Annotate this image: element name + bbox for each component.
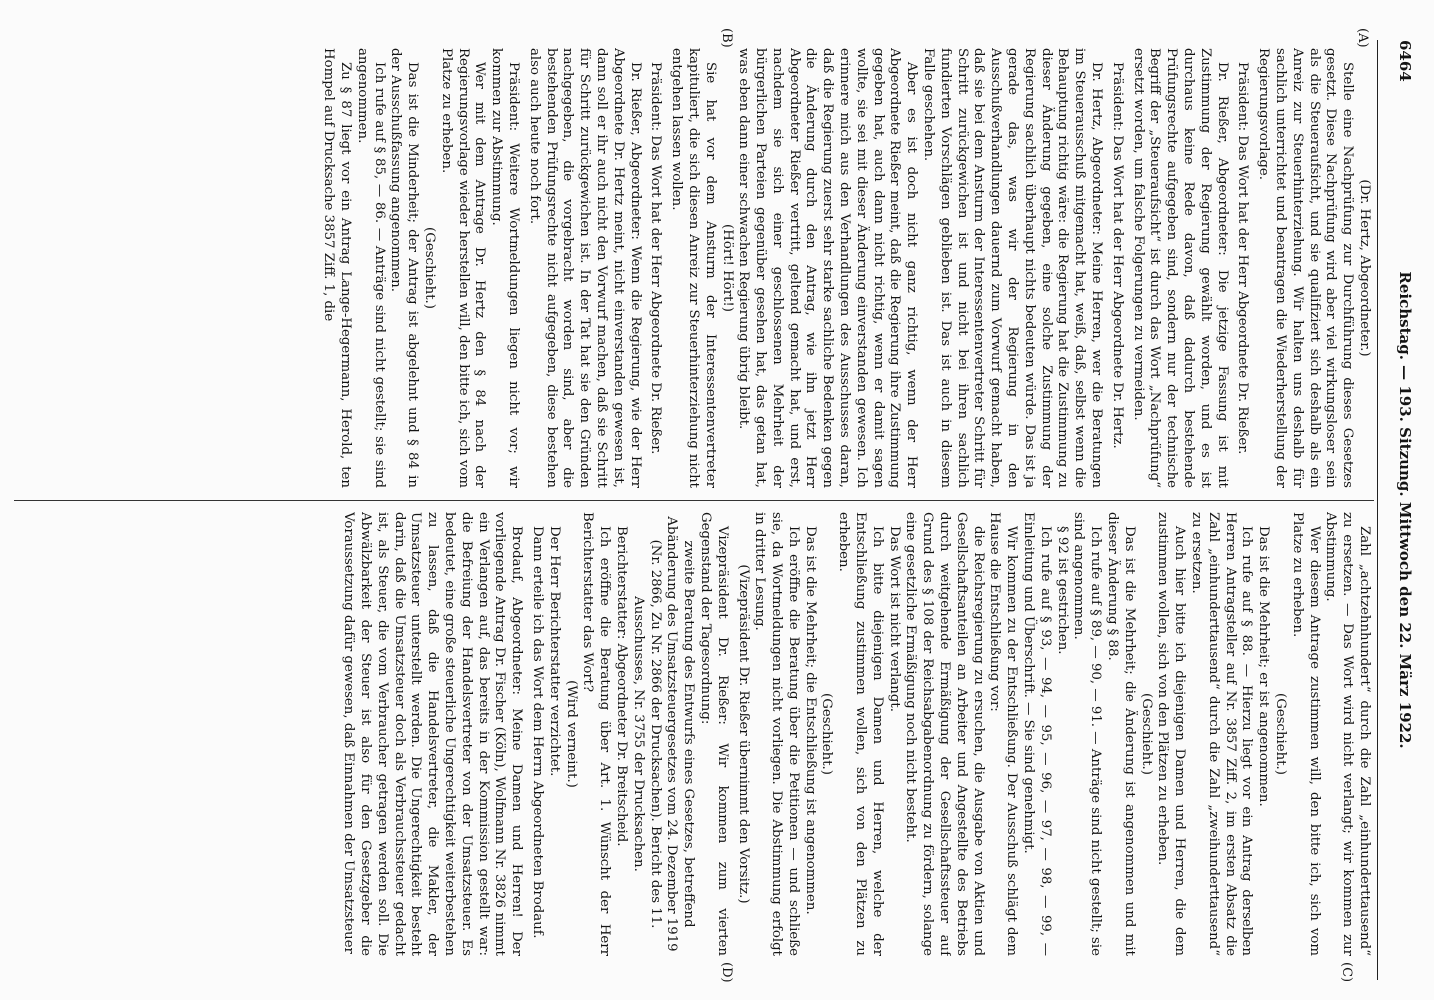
paragraph: Präsident: Das Wort hat der Herr Abgeordnete Dr. Rießer. xyxy=(1235,62,1251,455)
paragraph: Brodauf, Abgeordneter: Meine Damen und Herren! Der vorliegende Antrag Dr. Fischer (Köln), Wolfmann Nr. 3826 nimmt ein Verlangen auf, das bereits in der Kommission gestellt war: die Befreiung der Handelsvertreter von der Umsatzsteuer. Es bedeutet, eine große steuerliche Ungerechtigkeit weiterbestehen zu lassen, daß die Handelsvertreter, die Makler, der Umsatzsteuer unterstellt werden. Die Ungerechtigkeit besteht darin, daß die Umsatzsteuer doch als Verbrauchssteuer gedacht ist, als Steuer, die vom Verbraucher getragen werden soll. Die Abwälzbarkeit der Steuer ist also für den Gesetzgeber die Voraussetzung dafür gewesen, daß Einnahmen der Umsatzsteuer xyxy=(341,512,525,956)
paragraph: Das ist die Mehrheit; die Entschließung ist angenommen. xyxy=(802,526,818,915)
paragraph: (Geschieht.) xyxy=(421,227,437,309)
paragraph: Der Herr Berichterstatter verzichtet. xyxy=(546,526,562,777)
paragraph: Wer diesem Antrage zustimmen will, den bitte ich, sich vom Platze zu erheben. xyxy=(1289,512,1322,956)
paragraph: Das ist die Minderheit; der Antrag ist abgelehnt und § 84 in der Ausschußfassung angenommen. xyxy=(388,48,421,488)
paragraph: Ich rufe auf § 88. — Hierzu liegt vor ein Antrag derselben Herren Antragsteller auf Nr. 3857 Ziff. 2, im ersten Absatz die Zahl „einhunderttausend“ durch die Zahl „zweihunderttausend“ zu ersetzen. xyxy=(1189,512,1255,956)
paragraph: Dann erteile ich das Wort dem Herrn Abgeordneten Brodauf. xyxy=(529,526,545,939)
paragraph: (Hört! Hört!) xyxy=(719,224,735,312)
paragraph: (Geschieht.) xyxy=(1273,693,1289,775)
paragraph: § 92 ist gestrichen. xyxy=(1054,526,1070,655)
margin-marker-c: (C) xyxy=(1339,962,1354,983)
paragraph: die Reichsregierung zu ersuchen, die Ausgabe von Aktien und Gesellschaftsanteilen an Arbeiter und Angestellte des Betriebs durch weitgehende Ermäßigung der Gesellschaftssteuer auf Grund des § 108 der Reichsabgabenordnung zu fördern, solange eine gesetzliche Ermäßigung noch nicht besteht. xyxy=(903,512,986,956)
paragraph: Aber es ist doch nicht ganz richtig, wenn der Herr Abgeordnete Rießer meint, daß die Regierung ihre Zustimmung gegeben hat, auch dann nicht richtig, wenn er damit sagen wollte, sie sei mit dieser Änderung einverstanden gewesen. Ich erinnere mich aus den Verhandlungen des Ausschusses daran, daß die Regierung zuerst sehr starke sachliche Bedenken gegen die Änderung durch den Antrag, wie ihn jetzt Herr Abgeordneter Rießer vertritt, geltend gemacht hat, und erst, nachdem sie sich einer geschlossenen Mehrheit der bürgerlichen Parteien gegenüber gesehen hat, das getan hat, was eben dann einer schwachen Regierung übrig bleibt. xyxy=(736,48,920,488)
paragraph: Das ist die Mehrheit; die Änderung ist angenommen und mit dieser Änderung § 88. xyxy=(1105,512,1137,956)
paragraph: Ich eröffne die Beratung über Art. 1. Wünscht der Herr Berichterstatter das Wort? xyxy=(580,512,613,956)
paragraph: Ich rufe auf § 89, — 90, — 91. — Anträge sind nicht gestellt; sie sind angenommen. xyxy=(1071,512,1104,956)
header-rule xyxy=(1377,40,1378,980)
paragraph: Berichterstatter: Abgeordneter Dr. Breitscheid. xyxy=(613,526,629,847)
paragraph: (Geschieht.) xyxy=(1138,693,1154,775)
paragraph: Ich rufe auf § 85, — 86. — Anträge sind nicht gestellt; sie sind angenommen. xyxy=(354,48,387,488)
right-column xyxy=(12,512,1372,956)
margin-marker-b: (B) xyxy=(719,28,734,48)
paragraph: Sie hat vor dem Ansturm der Interessentenvertreter kapituliert, die sich diesen Anreiz zur Steuerhinterziehung nicht entgehen lassen wollen. xyxy=(669,48,718,488)
paragraph: (Geschieht.) xyxy=(819,693,835,775)
paragraph: Das Wort ist nicht verlangt. xyxy=(886,526,902,712)
paragraph: Ich rufe auf § 93, — 94, — 95, — 96, — 97, — 98, — 99, — Einleitung und Überschrift. — Sie sind genehmigt. xyxy=(1021,512,1053,956)
column-divider xyxy=(14,500,1374,501)
paragraph: Dr. Hertz, Abgeordneter: Meine Herren, wer die Beratungen im Steuerausschuß mitgemacht hat, weiß, daß, selbst wenn die Behauptung richtig wäre: die Regierung hat die Zustimmung zu dieser Änderung gegeben, eine solche Zustimmung der Regierung sachlich überhaupt nichts bedeuten würde. Das ist ja gerade das, was wir der Regierung in den Ausschußverhandlungen dauernd zum Vorwurf gemacht haben, daß sie bei dem Ansturm der Interessentenvertreter Schritt für Schritt zurückgewichen ist und nicht bei ihren sachlich fundierten Vorschlägen geblieben ist. Das ist auch in diesem Falle geschehen. xyxy=(921,48,1105,488)
paragraph: Wer mit dem Antrage Dr. Hertz den § 84 nach der Regierungsvorlage wieder herstellen will, den bitte ich, sich vom Platze zu erheben. xyxy=(438,48,488,488)
paragraph: Dr. Rießer, Abgeordneter: Die jetzige Fassung ist mit Zustimmung der Regierung gewählt worden, und es ist durchaus keine Rede davon, daß dadurch bestehende Prüfungsrechte aufgegeben sind, sondern nur der technische Begriff der „Steueraufsicht“ ist durch das Wort „Nachprüfung“ ersetzt worden, um falsche Folgerungen zu vermeiden. xyxy=(1130,48,1230,488)
margin-marker-d: (D) xyxy=(719,962,734,983)
paragraph: Auch hier bitte ich diejenigen Damen und Herren, die dem zustimmen wollen, sich von den Plätzen zu erheben. xyxy=(1155,512,1188,956)
paragraph: Zahl „achtzehnhundert“ durch die Zahl „einhunderttausend“ zu ersetzen. — Das Wort wird nicht verlangt; wir kommen zur Abstimmung. xyxy=(1323,512,1372,956)
paragraph: Ich eröffne die Beratung über die Petitionen — und schließe sie, da Wortmeldungen nicht vorliegen. Die Abstimmung erfolgt in dritter Lesung. xyxy=(752,512,801,956)
paragraph: Dr. Rießer, Abgeordneter: Wenn die Regierung, wie der Herr Abgeordnete Dr. Hertz meint, nicht einverstanden gewesen ist, dann soll er ihr auch nicht den Vorwurf machen, daß sie Schritt für Schritt zurückgewichen ist. In der Tat hat sie den Gründen nachgegeben, die vorgebracht worden sind, aber die bestehenden Prüfungsrechte nicht aufgegeben, diese bestehen also auch heute noch fort. xyxy=(526,48,643,488)
paragraph: Präsident: Das Wort hat der Herr Abgeordnete Dr. Hertz. xyxy=(1109,62,1125,449)
paragraph: Das ist die Mehrheit; er ist angenommen. xyxy=(1256,526,1272,807)
paragraph: Stelle eine Nachprüfung zur Durchführung dieses Gesetzes gesetzt. Diese Nachprüfung wird aber viel wirkungsloser sein als die Steueraufsicht, und sie qualifiziert sich deshalb als ein Anreiz zur Steuerhinterziehung. Wir halten uns deshalb für sachlich unterrichtet und beantragen die Wiederherstellung der Regierungsvorlage. xyxy=(1256,48,1356,488)
page-number: 6464 xyxy=(1396,40,1414,82)
paragraph: Vizepräsident Dr. Rießer: Wir kommen zum vierten Gegenstand der Tagesordnung: xyxy=(697,512,730,956)
margin-marker-a: (A) xyxy=(1355,28,1370,48)
paragraph: zweite Beratung des Entwurfs eines Gesetzes, betreffend Abänderung des Umsatzsteuergesetzes vom 24. Dezember 1919 (Nr. 2866, Zu Nr. 2866 der Drucksachen). Bericht des 11. Ausschusses, Nr. 3755 der Drucksachen. xyxy=(630,516,697,952)
page-title: Reichstag. — 193. Sitzung. Mittwoch den 22. März 1922. xyxy=(1396,271,1414,749)
paragraph: Präsident: Das Wort hat der Herr Abgeordnete Dr. Rießer. xyxy=(648,62,664,455)
paragraph: Ich bitte diejenigen Damen und Herren, welche der Entschließung zustimmen wollen, sich von den Plätzen zu erheben. xyxy=(836,512,885,956)
paragraph: Präsident: Weitere Wortmeldungen liegen nicht vor; wir kommen zur Abstimmung. xyxy=(489,48,521,488)
paragraph: (Vizepräsident Dr. Rießer übernimmt den Vorsitz.) xyxy=(735,564,751,904)
paragraph: (Dr. Hertz, Abgeordneter.) xyxy=(1357,179,1372,357)
paragraph: (Wird verneint.) xyxy=(563,680,579,788)
paragraph: Wir kommen zu der Entschließung. Der Ausschuß schlägt dem Hause die Entschließung vor: xyxy=(987,512,1020,956)
page-header xyxy=(1384,40,1420,980)
left-column xyxy=(12,48,1372,488)
paragraph: Zu § 87 liegt vor ein Antrag Lange-Hegermann, Herold, ten Hompel auf Drucksache 3857 Ziff. 1, die xyxy=(321,48,353,488)
